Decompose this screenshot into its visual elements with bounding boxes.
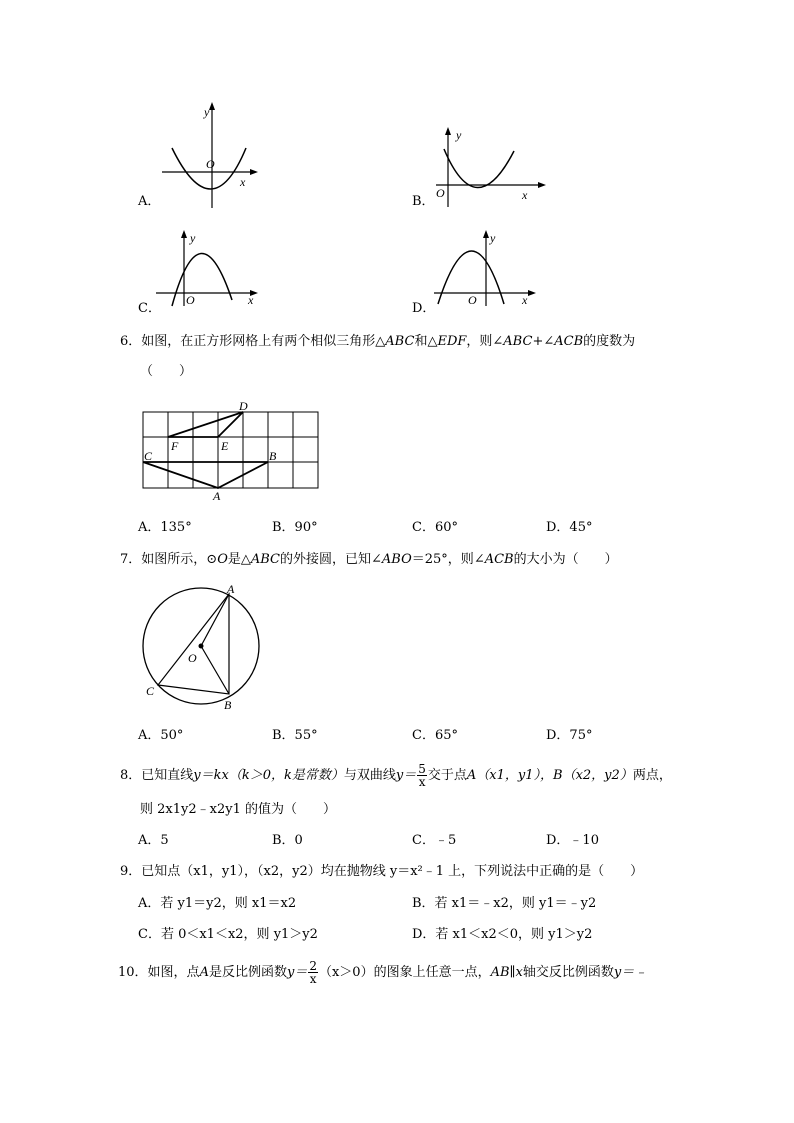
q8-frac-den: x xyxy=(418,775,426,789)
q6-label-f: F xyxy=(171,439,179,453)
graph-a-y-label: y xyxy=(204,105,210,119)
graph-option-c xyxy=(150,228,262,308)
q7-circle-figure xyxy=(140,582,262,714)
graph-a-option-label: A． xyxy=(138,194,161,209)
q8-frac-num: 5 xyxy=(418,762,426,776)
q6-option-b[interactable]: B．90° xyxy=(272,520,318,535)
q8-option-d[interactable]: D．﹣10 xyxy=(546,833,599,848)
q8-points: A（x1，y1），B（x2，y2） xyxy=(466,768,633,783)
q6-label-b: B xyxy=(269,449,277,463)
graph-c-option-label: C． xyxy=(138,301,161,316)
q6-label-c: C xyxy=(144,449,153,463)
q8-fraction xyxy=(417,763,427,788)
graph-b-x-label: x xyxy=(522,188,528,202)
q10-text1: 如图，点 xyxy=(147,965,200,980)
q9-number: 9． xyxy=(120,864,142,879)
q10-ab: AB∥x xyxy=(490,965,523,980)
graph-b-option-label: B． xyxy=(412,194,435,209)
graph-option-a xyxy=(150,100,260,210)
graph-b-origin: O xyxy=(436,186,445,200)
q7-text1: 如图所示，⊙ xyxy=(141,552,218,567)
q6-text3: 的度数为 xyxy=(583,334,636,349)
q10-frac-den: x xyxy=(309,972,317,986)
graph-d-x-label: x xyxy=(522,293,528,307)
q7-tri: △ABC xyxy=(240,552,281,567)
q10-tail: y＝﹣ xyxy=(613,965,648,980)
q10-text4: 轴交反比例函数 xyxy=(522,965,614,980)
q7-angle: ∠ABO xyxy=(371,552,412,567)
q7-option-a[interactable]: A．50° xyxy=(138,728,184,743)
q10-fraction xyxy=(308,960,318,985)
question-9 xyxy=(120,864,643,880)
graph-option-b xyxy=(430,125,550,210)
q8-text2: 与双曲线 xyxy=(343,768,396,783)
q7-label-b: B xyxy=(224,698,232,712)
q6-angle1: ∠ABC xyxy=(492,334,533,349)
q7-text4: ＝25°，则 xyxy=(411,552,474,567)
graph-c-x-label: x xyxy=(248,293,254,307)
graph-a-origin: O xyxy=(206,157,215,171)
q9-text: 已知点（x1，y1），（x2，y2）均在抛物线 y＝x²﹣1 上，下列说法中正确的是（ ） xyxy=(141,864,644,879)
q7-o: O xyxy=(217,552,228,567)
q10-frac-num: 2 xyxy=(309,959,317,973)
graph-c-origin: O xyxy=(186,293,195,307)
question-7 xyxy=(120,552,618,568)
graph-d-option-label: D． xyxy=(412,301,436,316)
q7-label-c: C xyxy=(146,684,155,698)
graph-option-d xyxy=(428,228,540,308)
q10-text3: （x＞0）的图象上任意一点， xyxy=(318,965,491,980)
q6-angle2: ∠ACB xyxy=(543,334,584,349)
q6-label-d: D xyxy=(239,399,248,413)
q6-grid-figure xyxy=(140,398,325,502)
q9-option-c[interactable]: C．若 0＜x1＜x2，则 y1＞y2 xyxy=(138,927,318,942)
q7-text3: 的外接圆，已知 xyxy=(280,552,372,567)
graph-d-origin: O xyxy=(468,293,477,307)
q7-option-b[interactable]: B．55° xyxy=(272,728,318,743)
q8-option-c[interactable]: C．﹣5 xyxy=(412,833,457,848)
q10-a: A xyxy=(199,965,209,980)
q6-text1: 如图，在正方形网格上有两个相似三角形 xyxy=(141,334,376,349)
graph-c-y-label: y xyxy=(190,231,196,245)
q8-text4: 两点， xyxy=(632,768,672,783)
q7-label-o: O xyxy=(188,651,197,665)
graph-d-y-label: y xyxy=(490,231,496,245)
q7-text5: 的大小为（ ） xyxy=(513,552,618,567)
q8-hyper-lhs: y＝ xyxy=(395,768,417,783)
q8-line2: 则 2x1y2﹣x2y1 的值为（ ） xyxy=(140,802,336,817)
q7-label-a: A xyxy=(227,582,235,596)
q7-option-d[interactable]: D．75° xyxy=(546,728,593,743)
graph-a-x-label: x xyxy=(240,175,246,189)
q6-option-c[interactable]: C．60° xyxy=(412,520,458,535)
question-10 xyxy=(118,960,647,985)
q8-line: y＝kx（k＞0，k是常数） xyxy=(193,768,344,783)
q10-number: 10． xyxy=(118,965,148,980)
q8-option-a[interactable]: A．5 xyxy=(138,833,169,848)
q8-text3: 交于点 xyxy=(427,768,467,783)
q9-option-a[interactable]: A．若 y1＝y2，则 x1＝x2 xyxy=(138,896,297,911)
q8-number: 8． xyxy=(120,768,142,783)
q6-plus: + xyxy=(532,334,544,349)
q7-text2: 是 xyxy=(227,552,241,567)
q6-answer-paren: （ ） xyxy=(140,364,193,379)
q8-option-b[interactable]: B．0 xyxy=(272,833,303,848)
q7-number: 7． xyxy=(120,552,142,567)
q6-option-a[interactable]: A．135° xyxy=(138,520,192,535)
q6-number: 6． xyxy=(120,334,142,349)
q9-option-d[interactable]: D．若 x1＜x2＜0，则 y1＞y2 xyxy=(412,927,593,942)
q6-text2: ，则 xyxy=(466,334,493,349)
question-6 xyxy=(120,334,635,350)
q6-option-d[interactable]: D．45° xyxy=(546,520,593,535)
q6-tri1: △ABC xyxy=(375,334,415,349)
question-8 xyxy=(120,763,672,788)
q8-text1: 已知直线 xyxy=(141,768,194,783)
graph-b-y-label: y xyxy=(456,128,462,142)
q6-and: 和 xyxy=(414,334,428,349)
q6-label-a: A xyxy=(213,489,221,502)
q10-text2: 是反比例函数 xyxy=(208,965,287,980)
q10-lhs: y＝ xyxy=(286,965,308,980)
q6-label-e: E xyxy=(221,439,229,453)
q7-option-c[interactable]: C．65° xyxy=(412,728,458,743)
q6-tri2: △EDF xyxy=(427,334,467,349)
q7-angle2: ∠ACB xyxy=(473,552,514,567)
q9-option-b[interactable]: B．若 x1＝﹣x2，则 y1＝﹣y2 xyxy=(412,896,597,911)
